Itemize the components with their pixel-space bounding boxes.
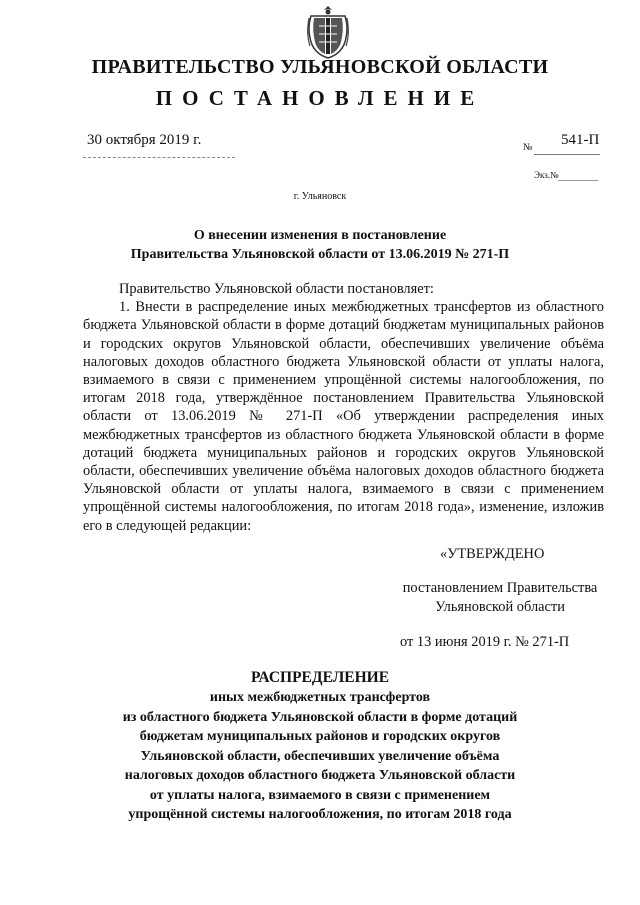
approval-label: «УТВЕРЖДЕНО xyxy=(440,546,545,562)
distribution-line: упрощённой системы налогообложения, по итогам 2018 года xyxy=(128,807,512,822)
number-sign: № xyxy=(523,142,533,153)
main-paragraph: 1. Внести в распределение иных межбюджетных трансфертов из областного бюджета Ульяновской области в форме дотаций бюджетам муниципальных районов и городских округов Ульяновской области, обеспечивших увеличение объёма налоговых доходов областного бюджета Ульяновской области от уплаты налога, взимаемого в связи с применением упрощённой системы налогообложения, по итогам 2018 года, утверждённое постановлением Правительства Ульяновской области от 13.06.2019 № 271-П «Об утверждении распределения иных межбюджетных трансфертов из областного бюджета Ульяновской области в форме дотаций бюджета муниципальных районов и городских округов Ульяновской области, обеспечивших увеличение объёма налоговых доходов областного бюджета Ульяновской области от уплаты налога, взимаемого в связи с применением упрощённой системы налогообложения, по итогам 2018 года», изменение, изложив его в следующей редакции: xyxy=(83,299,604,534)
distribution-title: РАСПРЕДЕЛЕНИЕ xyxy=(250,669,390,686)
number-underline xyxy=(534,154,600,155)
subject-line: О внесении изменения в постановление xyxy=(193,228,447,243)
document-subject xyxy=(0,226,640,264)
distribution-line: налоговых доходов областного бюджета Ульяновской области xyxy=(124,768,516,783)
government-name: ПРАВИТЕЛЬСТВО УЛЬЯНОВСКОЙ ОБЛАСТИ xyxy=(91,56,549,78)
copy-number-underline xyxy=(558,180,598,181)
approval-line: постановлением Правительства xyxy=(402,580,598,596)
document-body xyxy=(83,280,604,535)
document-date: 30 октября 2019 г. xyxy=(87,132,202,148)
date-underline xyxy=(83,157,235,158)
coat-of-arms-icon xyxy=(305,4,351,60)
approval-date: от 13 июня 2019 г. № 271-П xyxy=(400,634,570,650)
approval-authority xyxy=(380,579,620,617)
document-type: ПОСТАНОВЛЕНИЕ xyxy=(155,86,485,110)
distribution-line: бюджетам муниципальных районов и городских округов xyxy=(139,729,501,744)
city: г. Ульяновск xyxy=(293,191,347,202)
distribution-line: Ульяновской области, обеспечивших увеличение объёма xyxy=(140,748,500,764)
subject-line: Правительства Ульяновской области от 13.06.2019 № 271-П xyxy=(130,247,510,262)
approval-line: Ульяновской области xyxy=(435,599,565,615)
copy-number-label: Экз.№ xyxy=(534,170,559,180)
distribution-line: из областного бюджета Ульяновской области в форме дотаций xyxy=(122,709,518,725)
distribution-subtitle xyxy=(0,688,640,825)
distribution-line: иных межбюджетных трансфертов xyxy=(209,690,431,705)
distribution-line: от уплаты налога, взимаемого в связи с применением xyxy=(149,787,491,803)
document-number: 541-П xyxy=(561,132,600,148)
intro-paragraph: Правительство Ульяновской области постановляет: xyxy=(119,281,434,297)
